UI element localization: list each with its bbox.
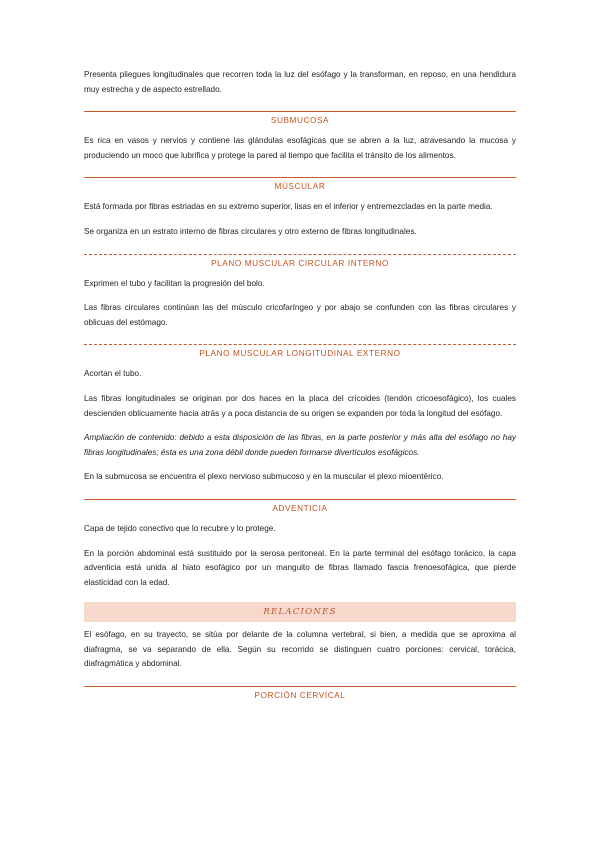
- section-divider: [84, 344, 516, 345]
- section-divider: [84, 254, 516, 255]
- section-divider: [84, 177, 516, 178]
- section-divider: [84, 111, 516, 112]
- section-submucosa: [84, 111, 516, 127]
- section-title: MÚSCULAR: [274, 182, 326, 192]
- section-title: PLANO MUSCULAR CIRCULAR INTERNO: [211, 258, 389, 268]
- plano-interno-paragraph-1: Exprimen el tubo y facilitan la progresión del bolo.: [84, 278, 265, 288]
- adventicia-paragraph-1: Capa de tejido conectivo que lo recubre y lo protege.: [84, 523, 276, 533]
- section-plano-externo: [84, 344, 516, 360]
- section-divider: [84, 499, 516, 500]
- muscular-paragraph-1: Está formada por fibras estriadas en su extremo superior, lisas en el inferior y entremezcladas en la parte media.: [84, 202, 493, 212]
- section-title: PORCIÓN CERVICAL: [254, 691, 346, 701]
- adventicia-paragraph-2: En la porción abdominal está sustituido por la serosa peritoneal. En la parte terminal del esófago torácico, la capa adventicia está unida al hiato esofágico por un manguito de fibras llamado fascia frenoesofágica, que pierde elasticidad con la edad.: [84, 548, 516, 587]
- relaciones-paragraph: El esófago, en su trayecto, se sitúa por delante de la columna vertebral, si bien, a medida que se aproxima al diafragma, se va separando de ella. Según su recorrido se distinguen cuatro porciones: cervical, torácica, diafragmática y abdominal.: [84, 630, 516, 669]
- document-page: [84, 68, 516, 709]
- section-title: PLANO MUSCULAR LONGITUDINAL EXTERNO: [199, 349, 401, 359]
- plano-interno-paragraph-2: Las fibras circulares continúan las del músculo cricofaríngeo y por abajo se confunden con las fibras circulares y oblicuas del estómago.: [84, 303, 516, 327]
- plano-externo-paragraph-1: Acortan el tubo.: [84, 369, 142, 379]
- section-title: ADVENTICIA: [272, 503, 328, 513]
- intro-paragraph: Presenta pliegues longitudinales que recorren toda la luz del esófago y la transforman, en reposo, en una hendidura muy estrecha y de aspecto estrellado.: [84, 70, 516, 94]
- ampliacion-note: Ampliación de contenido: debido a esta disposición de las fibras, en la parte posterior y más alta del esófago no hay fibras longitudinales; ésta es una zona débil donde pueden formarse divertículos esofágicos.: [84, 433, 516, 457]
- banner-title: RELACIONES: [263, 607, 337, 618]
- relaciones-banner: [84, 602, 516, 622]
- section-porcion-cervical: [84, 686, 516, 702]
- plano-externo-paragraph-2: Las fibras longitudinales se originan por dos haces en la placa del cricoides (tendón cricoesofágico), los cuales descienden oblicuamente hacia atrás y a poca distancia de su origen se expanden por toda la longitud del esófago.: [84, 393, 516, 418]
- section-title: SUBMUCOSA: [270, 116, 330, 126]
- plano-externo-paragraph-4: En la submucosa se encuentra el plexo nervioso submucoso y en la muscular el plexo mioentérico.: [84, 472, 444, 482]
- submucosa-paragraph: Es rica en vasos y nervios y contiene las glándulas esofágicas que se abren a la luz, atravesando la mucosa y produciendo un moco que lubrifica y protege la pared al tiempo que facilita el tránsito de los alimentos.: [84, 136, 516, 160]
- muscular-paragraph-2: Se organiza en un estrato interno de fibras circulares y otro externo de fibras longitudinales.: [84, 226, 417, 236]
- section-plano-interno: [84, 254, 516, 270]
- section-muscular: [84, 177, 516, 193]
- section-divider: [84, 686, 516, 687]
- section-adventicia: [84, 499, 516, 515]
